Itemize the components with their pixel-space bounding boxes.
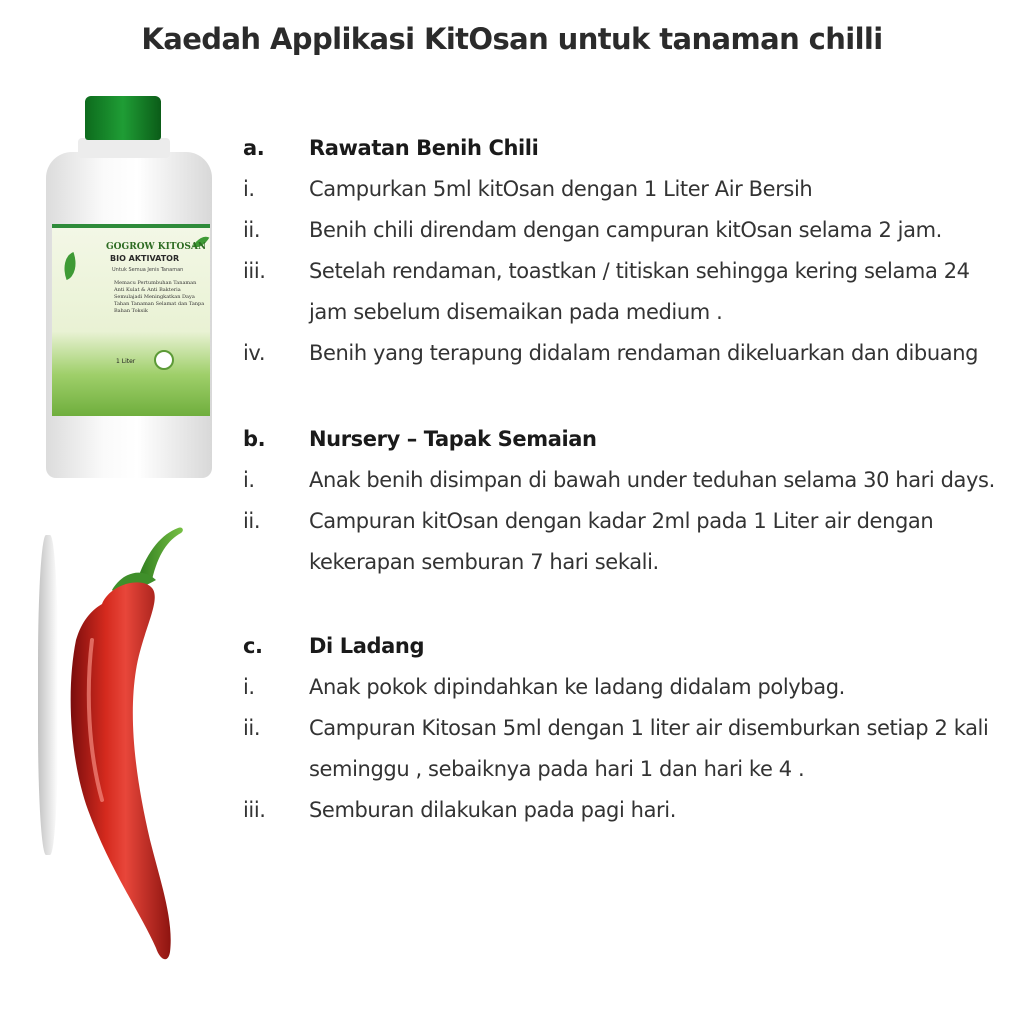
product-brand: GOGROW KITOSAN xyxy=(106,242,207,252)
red-chili-icon xyxy=(40,520,190,970)
instructions xyxy=(243,128,1013,831)
section-heading: b. Nursery – Tapak Semaian xyxy=(243,427,597,451)
list-item: i. Anak benih disimpan di bawah under teduhan selama 30 hari days. xyxy=(243,468,995,492)
product-volume: 1 Liter xyxy=(116,358,136,365)
product-subtitle: BIO AKTIVATOR xyxy=(110,254,180,263)
bottle-cap xyxy=(85,96,161,140)
list-item: i. Campurkan 5ml kitOsan dengan 1 Liter Air Bersih xyxy=(243,177,813,201)
list-item: iii. Setelah rendaman, toastkan / titiskan sehingga kering selama 24 jam sebelum disemaikan pada medium . xyxy=(243,259,970,324)
list-item: ii. Campuran kitOsan dengan kadar 2ml pada 1 Liter air dengan kekerapan semburan 7 hari sekali. xyxy=(243,509,934,574)
list-item: ii. Campuran Kitosan 5ml dengan 1 liter air disemburkan setiap 2 kali seminggu , sebaiknya pada hari 1 dan hari ke 4 . xyxy=(243,716,989,781)
section-heading: a. Rawatan Benih Chili xyxy=(243,136,539,160)
product-description: Memacu Pertumbuhan Tanaman Anti Kulat & Anti Bakteria Semulajadi Meningkatkan Daya Tahan Tanaman Selamat dan Tanpa Bahan Toksik xyxy=(114,280,205,314)
section-heading: c. Di Ladang xyxy=(243,634,425,658)
list-item: iii. Semburan dilakukan pada pagi hari. xyxy=(243,798,677,822)
section-a xyxy=(243,128,1013,374)
section-c xyxy=(243,626,1013,831)
list-item: ii. Benih chili direndam dengan campuran kitOsan selama 2 jam. xyxy=(243,218,942,242)
list-item: iv. Benih yang terapung didalam rendaman dikeluarkan dan dibuang xyxy=(243,341,979,365)
section-b xyxy=(243,419,1013,583)
product-badge xyxy=(154,350,174,370)
list-item: i. Anak pokok dipindahkan ke ladang didalam polybag. xyxy=(243,675,845,699)
product-tagline: Untuk Semua Jenis Tanaman xyxy=(112,267,184,273)
page-title: Kaedah Applikasi KitOsan untuk tanaman chilli xyxy=(141,22,883,56)
product-label xyxy=(52,224,210,416)
kitosan-bottle-icon xyxy=(44,96,214,478)
